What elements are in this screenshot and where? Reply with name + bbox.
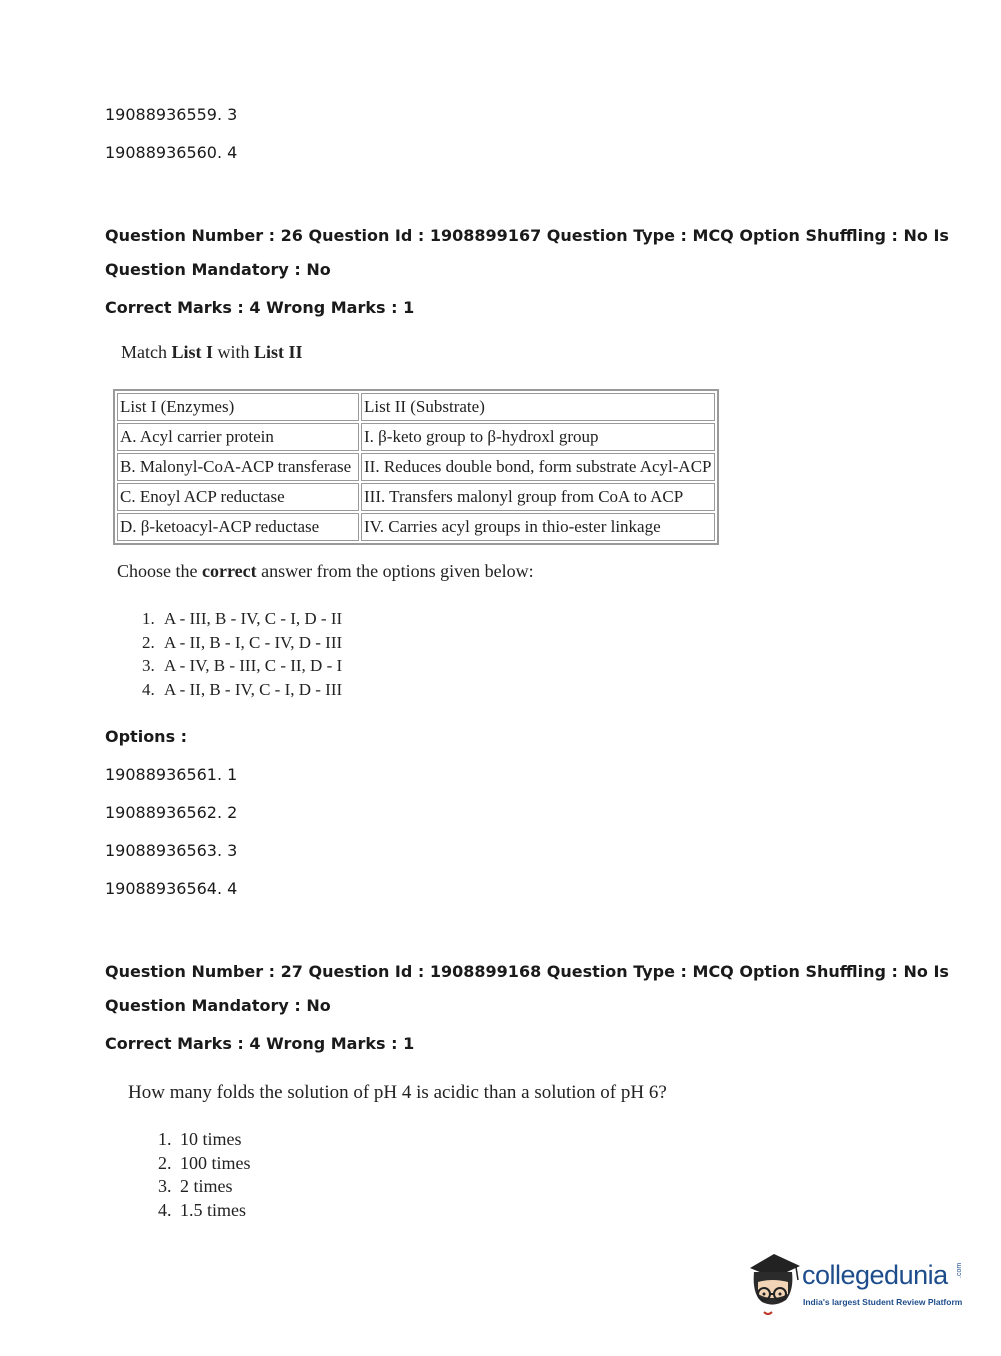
table-row [117, 453, 715, 481]
options-label: Options : [105, 727, 188, 746]
logo-tagline: India's largest Student Review Platform [803, 1297, 963, 1307]
logo-suffix: .com [956, 1262, 963, 1278]
table-header-cell: List II (Substrate) [361, 393, 715, 421]
q26-header-line1: Question Number : 26 Question Id : 1908899167 Question Type : MCQ Option Shuffling : No Is [105, 226, 949, 245]
list-item: 2. 100 times [158, 1152, 251, 1173]
table-cell: IV. Carries acyl groups in thio-ester linkage [361, 513, 715, 541]
list-item: 1. 10 times [158, 1129, 242, 1149]
q27-header-line2: Question Mandatory : No [105, 996, 331, 1015]
table-row [117, 423, 715, 451]
table-cell: A. Acyl carrier protein [117, 423, 359, 451]
logo-wordmark: collegedunia [802, 1260, 948, 1290]
q26-marks: Correct Marks : 4 Wrong Marks : 1 [105, 298, 415, 317]
q26-prompt: Match List I with List II [121, 342, 303, 362]
q27-marks: Correct Marks : 4 Wrong Marks : 1 [105, 1034, 415, 1053]
table-cell: II. Reduces double bond, form substrate Acyl-ACP [361, 453, 715, 481]
table-cell: C. Enoyl ACP reductase [117, 483, 359, 511]
list-item: 3. 2 times [158, 1176, 233, 1196]
q27-prompt: How many folds the solution of pH 4 is acidic than a solution of pH 6? [128, 1082, 667, 1103]
list-item: 4. A - II, B - IV, C - I, D - III [142, 679, 343, 699]
list-item: 4. 1.5 times [158, 1199, 246, 1220]
table-cell: I. β-keto group to β-hydroxl group [361, 423, 715, 451]
table-cell: III. Transfers malonyl group from CoA to ACP [361, 483, 715, 511]
q26-choice-list [142, 607, 342, 701]
collegedunia-logo [742, 1250, 972, 1320]
option-line: 19088936559. 3 [105, 105, 238, 124]
table-cell: D. β-ketoacyl-ACP reductase [117, 513, 359, 541]
list-item: 3. A - IV, B - III, C - II, D - I [142, 656, 343, 675]
q27-header-line1: Question Number : 27 Question Id : 1908899168 Question Type : MCQ Option Shuffling : No Is [105, 962, 949, 981]
q26-choose-instruction: Choose the correct answer from the options given below: [117, 561, 534, 581]
option-line: 19088936562. 2 [105, 803, 238, 822]
q27-choice-list [158, 1128, 251, 1222]
table-cell: B. Malonyl-CoA-ACP transferase [117, 453, 359, 481]
option-line: 19088936561. 1 [105, 765, 238, 784]
list-item: 1. A - III, B - IV, C - I, D - II [142, 609, 343, 628]
table-row [117, 483, 715, 511]
match-table [113, 389, 719, 545]
option-line: 19088936563. 3 [105, 841, 238, 860]
list-item: 2. A - II, B - I, C - IV, D - III [142, 632, 343, 652]
mascot-icon [742, 1250, 802, 1320]
table-row [117, 513, 715, 541]
option-line: 19088936560. 4 [105, 143, 238, 162]
option-line: 19088936564. 4 [105, 879, 238, 898]
q26-header-line2: Question Mandatory : No [105, 260, 331, 279]
table-header-cell: List I (Enzymes) [117, 393, 359, 421]
table-header-row [117, 393, 715, 421]
